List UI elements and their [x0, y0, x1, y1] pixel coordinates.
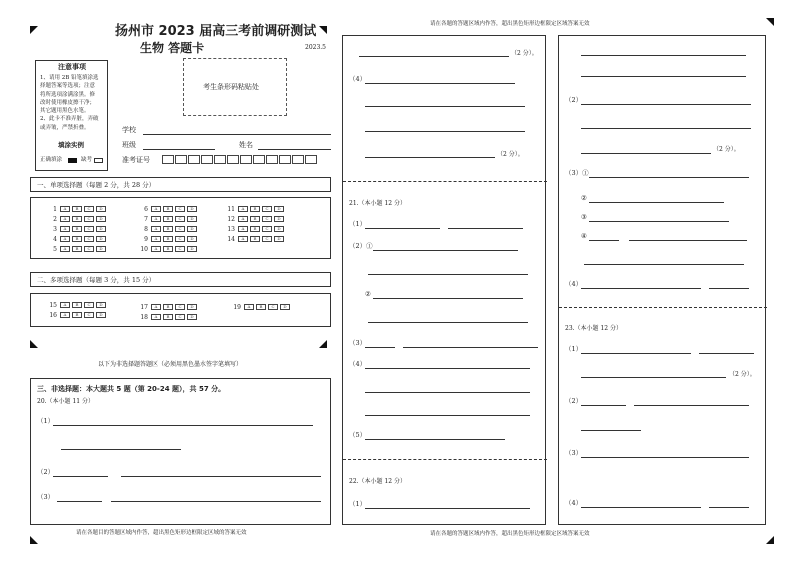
option-bubble[interactable]: D: [96, 226, 106, 232]
col3-q2-line3[interactable]: [581, 153, 711, 154]
option-bubble[interactable]: C: [84, 206, 94, 212]
section3-box: [30, 378, 331, 525]
option-bubble[interactable]: A: [60, 246, 70, 252]
q21-part2-line2[interactable]: [368, 274, 528, 275]
option-bubble[interactable]: D: [274, 216, 284, 222]
class-field[interactable]: [143, 149, 215, 150]
question-row: [45, 311, 108, 319]
col2-q4-label: （4）: [349, 75, 367, 83]
name-field[interactable]: [258, 149, 331, 150]
section1-title: 一、单项选择题（每题 2 分，共 28 分）: [37, 181, 156, 189]
option-bubble[interactable]: A: [244, 304, 254, 310]
option-bubble[interactable]: C: [262, 206, 272, 212]
section2-answers: [30, 293, 331, 327]
question-row: [223, 225, 286, 233]
col2-divider1: [343, 181, 547, 182]
question-number: 14: [227, 235, 235, 243]
col3-q4-label: （4）: [565, 280, 583, 288]
col3-divider: [559, 307, 767, 308]
q21-part2-label: （2）①: [349, 242, 373, 250]
option-bubble[interactable]: C: [262, 236, 272, 242]
col2-box: [342, 35, 546, 525]
option-bubble[interactable]: A: [60, 206, 70, 212]
notice-line: 或弄皱，严禁折叠。: [40, 124, 90, 131]
q20-part2-label: （2）: [37, 468, 55, 476]
q20-heading: 20.（本小题 11 分）: [37, 398, 94, 405]
q23-part2-line-b[interactable]: [634, 405, 749, 406]
corner-mark-ml: [30, 340, 38, 348]
q20-part1-label: （1）: [37, 417, 55, 425]
col3-q3b-label: ②: [581, 194, 587, 202]
col3-q3d-line-b[interactable]: [629, 240, 747, 241]
corner-mark-tr2: [766, 18, 774, 26]
option-bubble[interactable]: D: [187, 206, 197, 212]
option-bubble[interactable]: D: [187, 304, 197, 310]
section1-header: [30, 177, 331, 192]
q23-part2-label: （2）: [565, 397, 583, 405]
option-bubble[interactable]: A: [238, 236, 248, 242]
barcode-area: [183, 58, 287, 116]
q20-part1-line[interactable]: [53, 425, 313, 426]
q23-heading: 23.（本小题 12 分）: [565, 325, 622, 332]
option-bubble[interactable]: B: [163, 206, 173, 212]
col2-score-a: （2 分）。: [511, 50, 538, 57]
q20-part3-label: （3）: [37, 493, 55, 501]
col3-line1[interactable]: [581, 55, 746, 56]
question-row: [45, 215, 108, 223]
col3-q3-line5[interactable]: [584, 264, 744, 265]
col2-q4-line2[interactable]: [365, 106, 525, 107]
question-number: 7: [144, 215, 148, 223]
q20-part2-line-a[interactable]: [53, 476, 108, 477]
option-bubble[interactable]: B: [72, 206, 82, 212]
example-correct-mark: [68, 158, 77, 163]
option-bubble[interactable]: A: [238, 226, 248, 232]
option-bubble[interactable]: D: [187, 246, 197, 252]
q21-part1-line-a[interactable]: [365, 228, 440, 229]
col2-score-b: （2 分）。: [497, 151, 524, 158]
option-bubble[interactable]: B: [250, 216, 260, 222]
notice-line: 择题答案等选项；注意: [40, 83, 96, 90]
notice-line: 其它题用黑色水笔。: [40, 108, 90, 115]
divider-note: 以下为非选择题答题区（必须用黑色墨水签字笔填写）: [98, 361, 243, 368]
q23-part4-label: （4）: [565, 499, 583, 507]
question-number: 8: [144, 225, 148, 233]
question-number: 4: [53, 235, 57, 243]
question-number: 6: [144, 205, 148, 213]
question-number: 1: [53, 205, 57, 213]
exam-no-cells[interactable]: [162, 155, 318, 166]
question-number: 16: [49, 311, 57, 319]
corner-mark-br: [766, 536, 774, 544]
col3-q3-label: （3）①: [565, 169, 589, 177]
option-bubble[interactable]: B: [72, 246, 82, 252]
option-bubble[interactable]: A: [151, 246, 161, 252]
section2-title: 二、多项选择题（每题 3 分，共 15 分）: [37, 276, 156, 284]
col3-q3-line1[interactable]: [589, 177, 749, 178]
school-field[interactable]: [143, 134, 331, 135]
question-number: 10: [140, 245, 148, 253]
option-bubble[interactable]: C: [175, 246, 185, 252]
col3-q4-line-a[interactable]: [581, 288, 701, 289]
corner-mark-tr: [319, 26, 327, 34]
col3-q3c-label: ③: [581, 213, 587, 221]
option-bubble[interactable]: A: [60, 236, 70, 242]
q21-part1-label: （1）: [349, 220, 367, 228]
q23-part2-line2[interactable]: [581, 430, 641, 431]
q20-part2-line-b[interactable]: [121, 476, 321, 477]
question-row: [223, 215, 286, 223]
question-row: [45, 205, 108, 213]
option-bubble[interactable]: C: [84, 236, 94, 242]
col3-q2-line1[interactable]: [581, 104, 751, 105]
option-bubble[interactable]: B: [163, 304, 173, 310]
option-bubble[interactable]: D: [187, 236, 197, 242]
school-label: 学校: [122, 126, 136, 134]
option-bubble[interactable]: D: [96, 302, 106, 308]
corner-mark-bl: [30, 536, 38, 544]
option-bubble[interactable]: A: [60, 226, 70, 232]
question-number: 9: [144, 235, 148, 243]
col3-score: （2 分）。: [713, 146, 740, 153]
question-row: [45, 301, 108, 309]
q20-part1-line2[interactable]: [61, 449, 181, 450]
option-bubble[interactable]: C: [84, 216, 94, 222]
col2-divider2: [343, 459, 547, 460]
col3-q2-label: （2）: [565, 96, 583, 104]
option-bubble[interactable]: B: [72, 302, 82, 308]
option-bubble[interactable]: D: [96, 216, 106, 222]
section1-answers: [30, 197, 331, 259]
q23-part3-line[interactable]: [581, 457, 749, 458]
option-bubble[interactable]: B: [72, 216, 82, 222]
option-bubble[interactable]: C: [84, 302, 94, 308]
option-bubble[interactable]: B: [72, 226, 82, 232]
q22-part1-line[interactable]: [365, 508, 530, 509]
option-bubble[interactable]: D: [187, 216, 197, 222]
example-title: 填涂实例: [58, 141, 84, 149]
name-label: 姓名: [239, 141, 253, 149]
option-bubble[interactable]: C: [175, 314, 185, 320]
q23-part4-line-b[interactable]: [709, 507, 749, 508]
col2-q4-line1[interactable]: [365, 83, 515, 84]
barcode-label: 考生条形码粘贴处: [203, 83, 259, 91]
option-bubble[interactable]: C: [175, 206, 185, 212]
question-row: [136, 303, 199, 311]
q23-part2-line-a[interactable]: [581, 405, 626, 406]
col2-top-note: 请在各题的答题区域内作答，超出黑色矩形边框限定区域答案无效: [430, 21, 590, 27]
q21-part4-line2[interactable]: [365, 392, 530, 393]
question-number: 13: [227, 225, 235, 233]
question-number: 17: [140, 303, 148, 311]
question-number: 2: [53, 215, 57, 223]
q23-score: （2 分）。: [729, 371, 756, 378]
option-bubble[interactable]: B: [250, 206, 260, 212]
option-bubble[interactable]: D: [96, 312, 106, 318]
question-row: [136, 205, 199, 213]
option-bubble[interactable]: C: [262, 226, 272, 232]
option-bubble[interactable]: B: [163, 226, 173, 232]
option-bubble[interactable]: A: [60, 312, 70, 318]
option-bubble[interactable]: D: [274, 206, 284, 212]
question-number: 19: [233, 303, 241, 311]
q21-part2b-line2[interactable]: [368, 322, 528, 323]
col3-q4-line-b[interactable]: [709, 288, 749, 289]
q23-part1-line-b[interactable]: [699, 353, 754, 354]
option-bubble[interactable]: C: [175, 216, 185, 222]
notice-line: 改时使用橡皮擦干净；: [40, 99, 96, 106]
option-bubble[interactable]: B: [250, 236, 260, 242]
q21-part1-line-b[interactable]: [448, 228, 523, 229]
question-row: [223, 205, 286, 213]
notice-box: [35, 60, 108, 171]
option-bubble[interactable]: A: [151, 236, 161, 242]
option-bubble[interactable]: B: [72, 312, 82, 318]
question-row: [45, 225, 108, 233]
option-bubble[interactable]: D: [187, 314, 197, 320]
exam-no-label: 准考证号: [122, 156, 150, 164]
question-row: [136, 245, 199, 253]
q21-part3-label: （3）: [349, 339, 367, 347]
page-title: 扬州市 2023 届高三考前调研测试: [115, 24, 317, 39]
option-bubble[interactable]: B: [163, 246, 173, 252]
option-bubble[interactable]: B: [163, 216, 173, 222]
option-bubble[interactable]: B: [256, 304, 266, 310]
option-bubble[interactable]: A: [60, 216, 70, 222]
q21-part2b-label: ②: [365, 290, 371, 298]
option-bubble[interactable]: D: [187, 226, 197, 232]
q21-part4-label: （4）: [349, 360, 367, 368]
q21-part3-line-b[interactable]: [403, 347, 538, 348]
col1-bottom-note: 请在各题目的答题区域内作答，超出黑色矩形边框限定区域的答案无效: [76, 530, 247, 536]
col2-q4-line4[interactable]: [365, 157, 495, 158]
col3-q3d-line-a[interactable]: [589, 240, 619, 241]
notice-lines: [40, 74, 99, 132]
option-bubble[interactable]: D: [274, 226, 284, 232]
q23-part1-line-a[interactable]: [581, 353, 691, 354]
option-bubble[interactable]: C: [175, 226, 185, 232]
question-row: [223, 235, 286, 243]
option-bubble[interactable]: B: [250, 226, 260, 232]
option-bubble[interactable]: C: [175, 304, 185, 310]
q23-part1-label: （1）: [565, 345, 583, 353]
option-bubble[interactable]: A: [151, 314, 161, 320]
option-bubble[interactable]: A: [151, 226, 161, 232]
col2-bottom-note: 请在各题的答题区域内作答，超出黑色矩形边框限定区域答案无效: [430, 531, 590, 537]
example-missing-label: 缺考: [81, 157, 93, 163]
question-number: 3: [53, 225, 57, 233]
question-row: [136, 313, 199, 321]
col3-q2-line2[interactable]: [581, 128, 751, 129]
option-bubble[interactable]: A: [238, 206, 248, 212]
option-bubble[interactable]: A: [151, 216, 161, 222]
col3-line2[interactable]: [581, 76, 746, 77]
page-subtitle: 生物 答题卡: [140, 41, 205, 55]
q23-part4-line-a[interactable]: [581, 507, 701, 508]
option-bubble[interactable]: D: [96, 246, 106, 252]
corner-mark-mr: [319, 340, 327, 348]
option-bubble[interactable]: D: [274, 236, 284, 242]
option-bubble[interactable]: C: [175, 236, 185, 242]
col2-q4-line3[interactable]: [365, 131, 525, 132]
question-number: 11: [227, 205, 235, 213]
option-bubble[interactable]: C: [84, 246, 94, 252]
question-number: 5: [53, 245, 57, 253]
col3-box: [558, 35, 766, 525]
q23-part3-label: （3）: [565, 449, 583, 457]
q21-part2-line1[interactable]: [373, 250, 518, 251]
q20-part3-line-b[interactable]: [111, 501, 321, 502]
question-row: [136, 225, 199, 233]
question-row: [136, 235, 199, 243]
option-bubble[interactable]: B: [163, 236, 173, 242]
example-correct-label: 正确填涂: [40, 157, 63, 163]
option-bubble[interactable]: B: [163, 314, 173, 320]
col3-q3d-label: ④: [581, 232, 587, 240]
example-missing-box: [94, 158, 103, 163]
q23-part1-line2[interactable]: [581, 377, 726, 378]
q21-part5-label: （5）: [349, 431, 367, 439]
col3-q3b-line[interactable]: [589, 202, 724, 203]
option-bubble[interactable]: D: [96, 206, 106, 212]
class-label: 班级: [122, 141, 136, 149]
q21-part4-line1[interactable]: [365, 368, 530, 369]
q22-part1-label: （1）: [349, 500, 367, 508]
q22-heading: 22.（本小题 12 分）: [349, 478, 406, 485]
question-row: [45, 245, 108, 253]
option-bubble[interactable]: C: [268, 304, 278, 310]
exam-date: 2023.5: [305, 44, 326, 51]
option-bubble[interactable]: C: [84, 226, 94, 232]
col3-q3c-line[interactable]: [589, 221, 729, 222]
notice-line: 2、此卡不准弄脏，弄破: [40, 116, 99, 123]
q21-heading: 21.（本小题 12 分）: [349, 200, 406, 207]
question-row: [229, 303, 292, 311]
question-row: [136, 215, 199, 223]
question-number: 15: [49, 301, 57, 309]
question-row: [45, 235, 108, 243]
section2-header: [30, 272, 331, 287]
notice-title: 注意事项: [58, 63, 86, 71]
q21-part3-line-a[interactable]: [365, 347, 395, 348]
option-bubble[interactable]: A: [151, 206, 161, 212]
q21-part2b-line1[interactable]: [373, 298, 523, 299]
option-bubble[interactable]: D: [96, 236, 106, 242]
option-bubble[interactable]: C: [84, 312, 94, 318]
q21-part4-line3[interactable]: [365, 415, 530, 416]
section3-title: 三、非选择题：本大题共 5 题（第 20-24 题），共 57 分。: [37, 385, 226, 393]
option-bubble[interactable]: A: [238, 216, 248, 222]
q20-part3-line-a[interactable]: [57, 501, 102, 502]
question-number: 18: [140, 313, 148, 321]
corner-mark-tl: [30, 26, 38, 34]
option-bubble[interactable]: B: [72, 236, 82, 242]
option-bubble[interactable]: A: [60, 302, 70, 308]
q21-part5-line[interactable]: [365, 439, 505, 440]
notice-line: 1、请用 2B 铅笔填涂选: [40, 75, 99, 81]
option-bubble[interactable]: A: [151, 304, 161, 310]
question-number: 12: [227, 215, 235, 223]
option-bubble[interactable]: C: [262, 216, 272, 222]
option-bubble[interactable]: D: [280, 304, 290, 310]
col2-line1[interactable]: [359, 56, 509, 57]
notice-line: 将所选项涂满涂黑。修: [40, 91, 96, 98]
